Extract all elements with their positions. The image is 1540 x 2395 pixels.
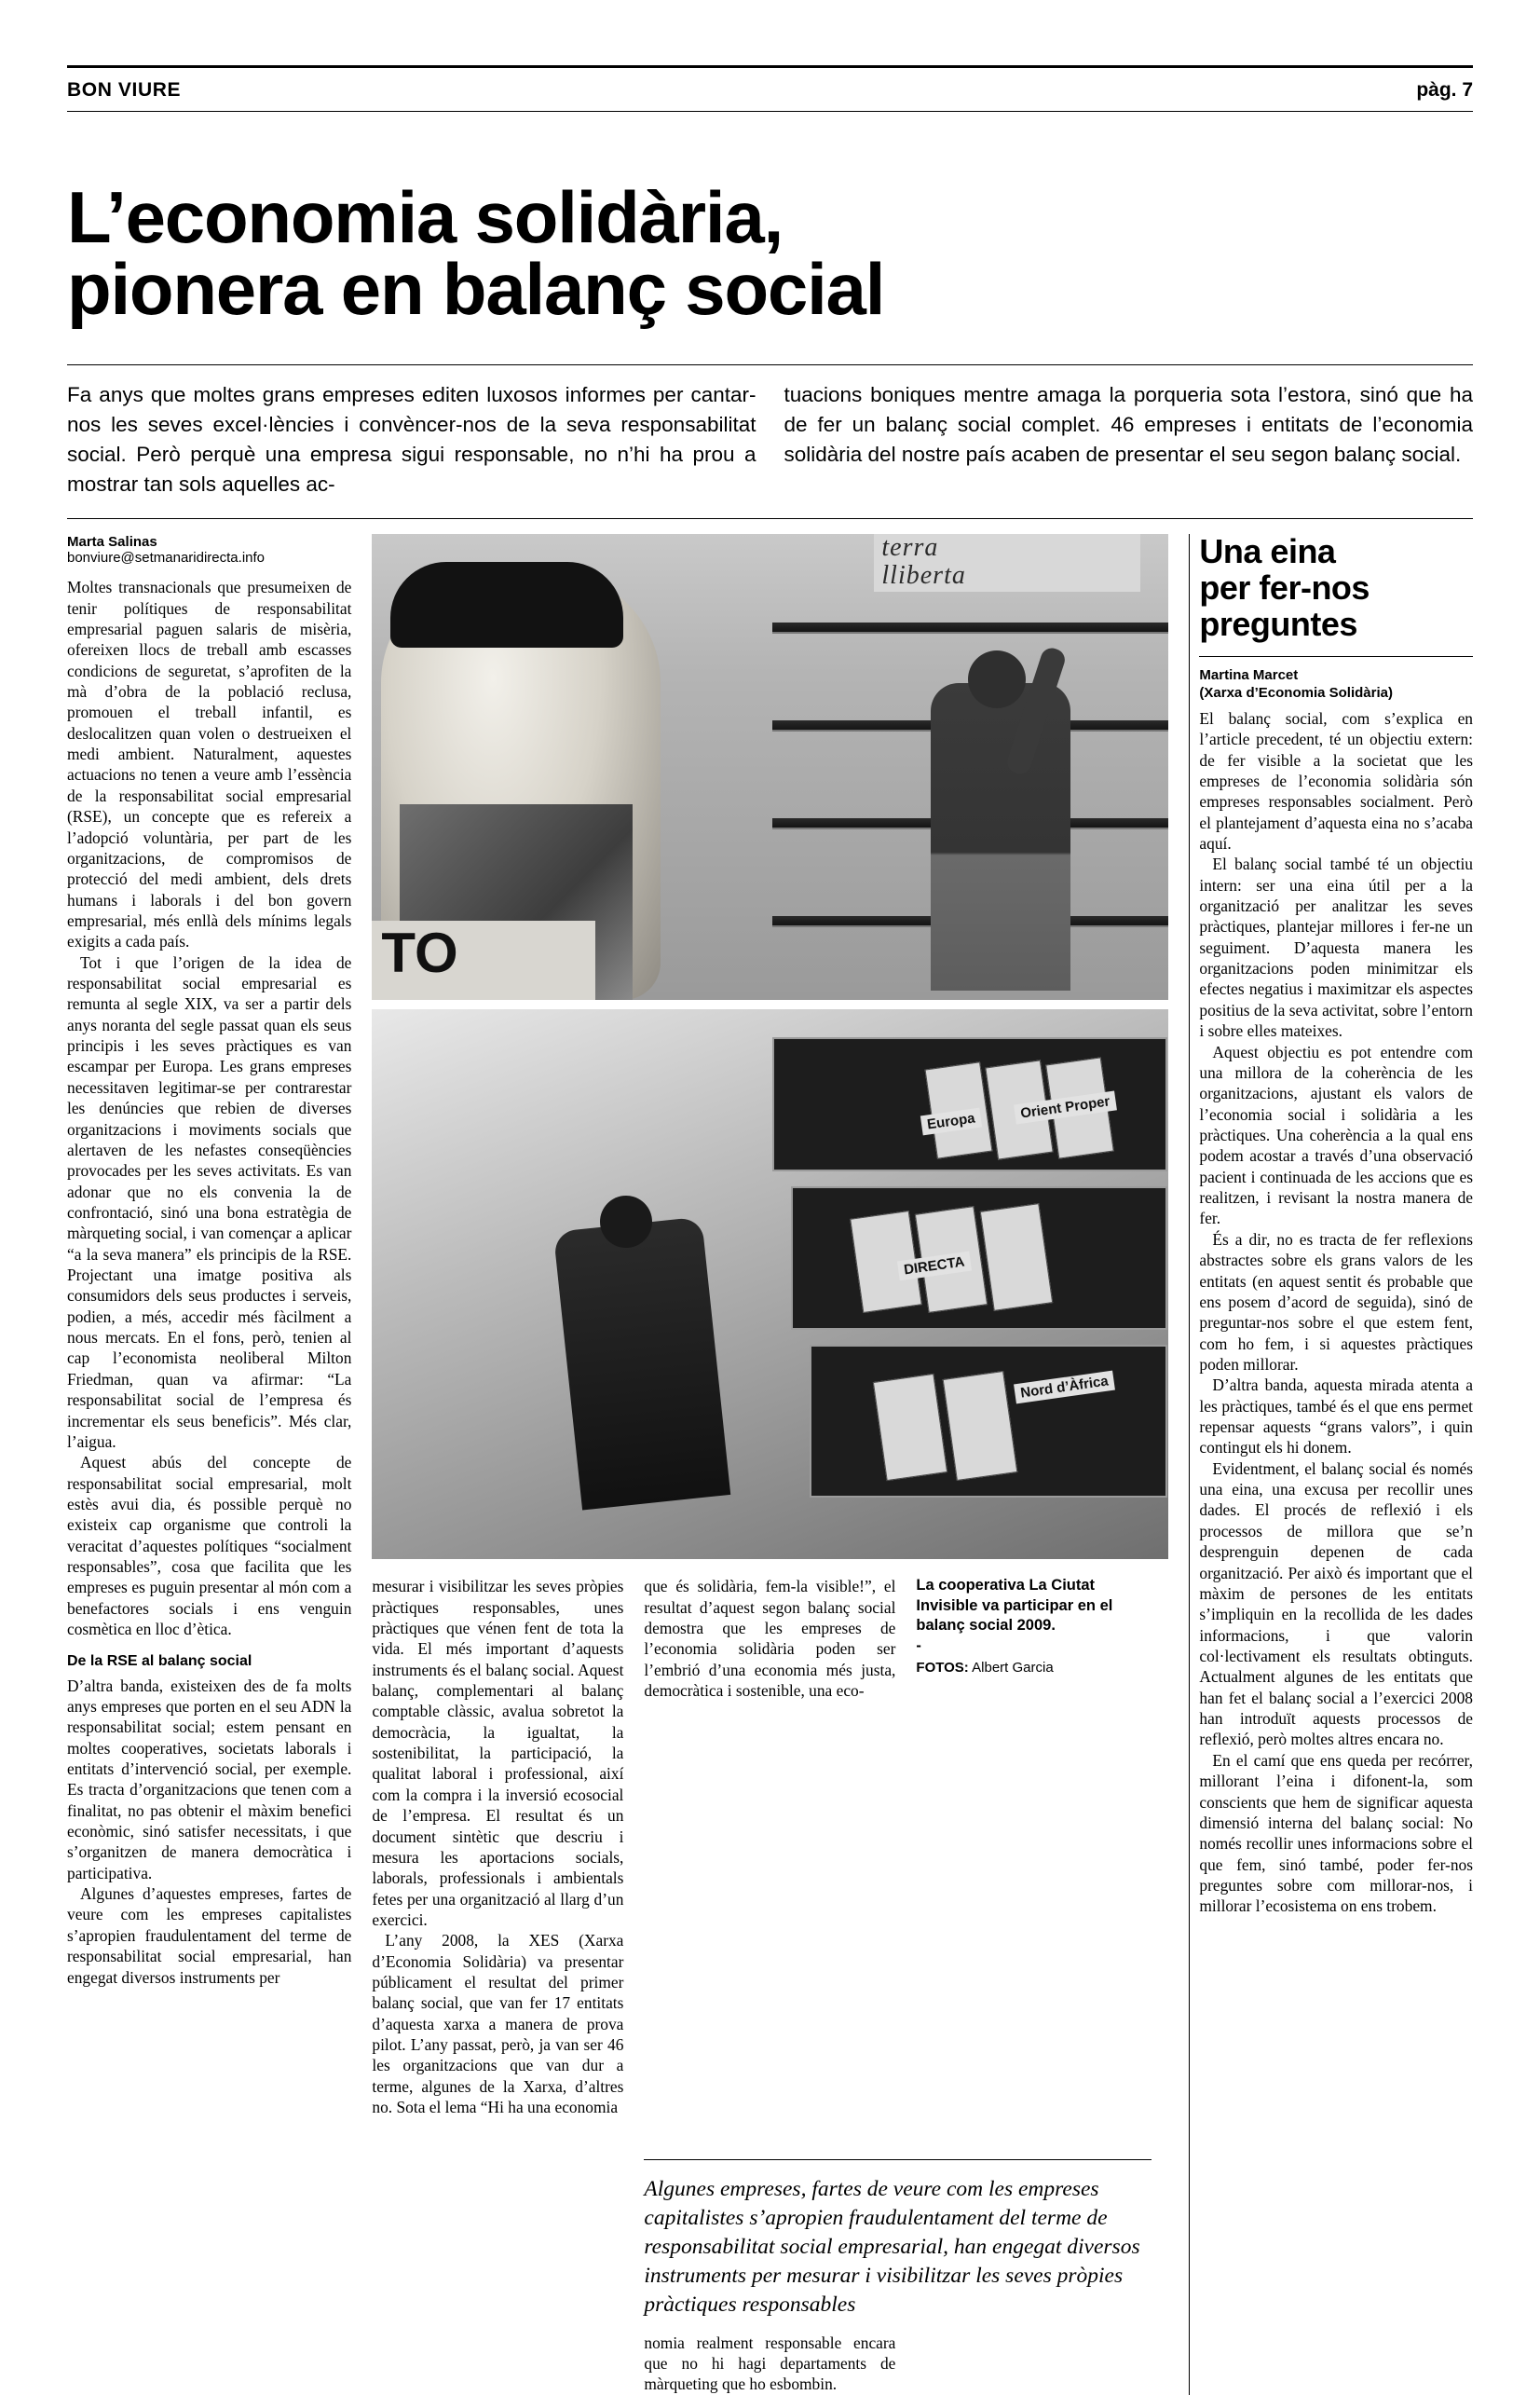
column-middle-b: [644, 1576, 895, 2117]
sidebar-title-line-2: per fer-nos: [1199, 568, 1370, 608]
photo-bookshelves: [372, 1009, 1168, 1559]
photo-credit-label: FOTOS:: [916, 1659, 969, 1676]
tail-row: [372, 2333, 1168, 2395]
spacer-column: [372, 2333, 623, 2395]
headline-line-2: pionera en balanç social: [67, 248, 885, 331]
sidebar-paragraph: El balanç social, com s’explica en l’article precedent, té un objectiu extern: de fer visible a la societat que les empreses de l’economia solidària són empreses responsables socialment. Però el plantejament d’aquesta eina no s’acaba aquí.: [1199, 708, 1473, 853]
sidebar-paragraph: El balanç social també té un objectiu intern: ser una eina útil per a la organització per analitzar les seves pràctiques, plantejar millores i fer-ne un seguiment. D’aquesta manera les organitzacions poden minimitzar els efectes negatius i maximitzar els aspectes positius de la seva activitat, sobre l’entorn i sobre elles mateixes.: [1199, 855, 1473, 1041]
sidebar-title-line-1: Una eina: [1199, 532, 1336, 571]
main-grid: [67, 534, 1473, 2395]
photo-bookshop-interior: [372, 534, 1168, 1000]
sidebar-title-line-3: preguntes: [1199, 604, 1357, 643]
shelf-label: DIRECTA: [897, 1252, 972, 1281]
shelf-line: [772, 623, 1168, 632]
shelf-label: Nord d’Àfrica: [1014, 1371, 1115, 1404]
article-paragraph: D’altra banda, existeixen des de fa molts anys empreses que porten en el seu ADN la responsabilitat social; estem pensant en moltes cooperatives, societats laborals i entitats d’intervenció social, per exemple. Es tracta d’organitzacions que tenen com a finalitat, no pas obtenir el màxim benefici econòmic, sinó satisfer necessitats, i que s’organitzen de manera democràtica i participativa.: [67, 1676, 352, 1882]
article-paragraph: nomia realment responsable encara que no hi hagi departaments de màrqueting que ho esbombin.: [644, 2333, 896, 2394]
article-paragraph: que és solidària, fem-la visible!”, el resultat d’aquest segon balanç social demostra que les empreses de l’economia solidària poden ser l’embrió d’una economia més justa, democràtica i sostenible, una eco-: [644, 1577, 896, 1700]
column-middle-a: [372, 1576, 623, 2117]
photo-credit: [916, 1660, 1153, 1676]
shop-sign-line-2: lliberta: [881, 561, 966, 591]
headline-line-1: L’economia solidària,: [67, 176, 784, 258]
article-paragraph: Moltes transnacionals que presumeixen de tenir polítiques de responsabilitat empresarial paguen salaris de misèria, ofereixen llocs de treball amb escasses condicions de seguretat, s’aprofiten de la mà d’obra de la població reclusa, promouen el treball infantil, es deslocalitzen quan volen o destrueixen el medi ambient. Naturalment, aquestes actuacions no tenen a veure amb l’essència de la responsabilitat social empresarial (RSE), un concepte que es refereix a l’adopció voluntària, per part de les organitzacions, de compromisos de protecció del medi ambient, dels drets humans i laborals i del bon govern empresarial, més enllà dels mínims legals exigits a cada país.: [67, 578, 352, 951]
tshirt-text: TO: [372, 921, 595, 1000]
column-tail: [644, 2333, 895, 2395]
sidebar-affiliation: (Xarxa d’Economia Solidària): [1199, 685, 1393, 702]
article-paragraph: mesurar i visibilitzar les seves pròpies pràctiques responsables, unes pràctiques que vénen fent de tota la vida. El més important d’aquests instruments és el balanç social. Aquest balanç, complementari al balanç comptable clàssic, avalua sobretot la democràcia, la igualtat, la sostenibilitat, la participació, la qualitat laboral i professional, així com la compra i la inversió ecosocial de l’empresa. El resultat és un document sintètic que descriu i mesura les aportacions socials, laborals, professionals i ambientals fetes per una organització al llarg d’un exercici.: [372, 1577, 624, 1929]
publication-name: BON VIURE: [67, 79, 182, 101]
photo-caption-block: [916, 1576, 1153, 2117]
pullquote: Algunes empreses, fartes de veure com les empreses capitalistes s’apropien fraudulentament del terme de responsabilitat social empresarial, han engegat diversos instruments per mesurar i visibilitzar les seves pròpies pràctiques responsables: [644, 2159, 1152, 2320]
mannequin-hat: [390, 562, 623, 648]
spacer-column: [916, 2333, 1153, 2395]
person-browsing: [553, 1217, 730, 1511]
column-left: [67, 534, 351, 2395]
article-paragraph: Algunes d’aquestes empreses, fartes de veure com les empreses capitalistes s’apropien fraudulentament del terme de responsabilitat social empresarial, han engegat diversos instruments per: [67, 1884, 352, 1987]
sidebar-paragraph: Aquest objectiu es pot entendre com una millora de la coherència de les organitzacions, ajustant els valors de l’economia social i solidària a les pràctiques. Una coherència a la qual ens podem acostar a través d’una observació pacient i continuada de les accions que es realitzen, i revisant la nostra manera de fer.: [1199, 1042, 1473, 1228]
sidebar-column: [1189, 534, 1473, 2395]
sidebar-divider: [1199, 656, 1473, 657]
article-paragraph: L’any 2008, la XES (Xarxa d’Economia Solidària) va presentar públicament el resultat del primer balanç social, que van fer 17 entitats d’aquesta xarxa a manera de prova pilot. L’any passat, però, ja van ser 46 les organitzacions que van dur a terme, algunes de la Xarxa, d’altres no. Sota el lema “Hi ha una economia: [372, 1931, 624, 2117]
pullquote-row: [372, 2131, 1168, 2320]
page-title: [67, 176, 1473, 364]
sidebar-paragraph: Evidentment, el balanç social és només una eina, una excusa per recollir unes dades. El procés de reflexió i els processos de millora que se’n desprenguin depenen de cada organització. Per això és important que el màxim de persones de les entitats s’impliquin en la recollida de les dades informacions, i que valorin col·lectivament els resultats obtinguts. Actualment algunes de les entitats que han fet el balanç social a l’exercici 2008 han introduït aquests processos de reflexió, però moltes altres encara no.: [1199, 1458, 1473, 1749]
sidebar-paragraph: És a dir, no es tracta de fer reflexions abstractes sobre els grans valors de les entitats (en aquest sentit és probable que ens posem d’acord de seguida), sinó de preguntar-nos sobre el que estem fent, com ho fem, i si aquestes pràctiques poden millorar.: [1199, 1229, 1473, 1374]
sidebar-paragraph: En el camí que ens queda per recórrer, millorant l’eina i difonent-la, som conscients que hem de significar aquesta dimensió interna del balanç social: No només recollir unes informacions sobre el que fem, sinó també, poder fer-nos preguntes sobre com millorar-nos, i millorar l’ecosistema on ens trobem.: [1199, 1750, 1473, 1916]
pullquote-wrap: [644, 2131, 1152, 2320]
middle-lower-columns: [372, 1576, 1168, 2117]
headline-divider: [67, 364, 1473, 365]
person-standing: [931, 683, 1070, 991]
lead-left: Fa anys que moltes grans empreses editen luxosos informes per cantar-nos les seves excel·lències i convèncer-nos de la seva responsabilitat social. Però perquè una empresa sigui responsable, no n’hi ha prou a mostrar tan sols aquelles ac-: [67, 383, 756, 497]
page-number: pàg. 7: [1416, 79, 1473, 101]
sidebar-author: Martina Marcet: [1199, 666, 1299, 683]
lead-paragraph: [67, 380, 1473, 519]
sidebar-paragraph: D’altra banda, aquesta mirada atenta a les pràctiques, també és el que ens permet repensar aquests “grans valors”, i quin contingut els hi donem.: [1199, 1375, 1473, 1458]
spacer-column: [372, 2131, 623, 2320]
sidebar-byline: [1199, 666, 1473, 703]
photo-credit-name: Albert Garcia: [972, 1659, 1054, 1676]
shelf-label: Europa: [920, 1108, 982, 1136]
article-subheading: De la RSE al balanç social: [67, 1652, 252, 1669]
photo-caption: La cooperativa La Ciutat Invisible va participar en el balanç social 2009.: [916, 1577, 1113, 1635]
masthead: [67, 65, 1473, 112]
byline-email: bonviure@setmanaridirecta.info: [67, 550, 265, 567]
caption-dash: -: [916, 1636, 921, 1654]
column-middle: [372, 534, 1168, 2395]
shop-sign-line-1: terra: [881, 534, 939, 563]
lead-right: tuacions boniques mentre amaga la porqueria sota l’estora, sinó que ha de fer un balanç social complet. 46 empreses i entitats de l’economia solidària del nostre país acaben de presentar el seu segon balanç social.: [784, 383, 1473, 467]
shop-sign: [874, 534, 1140, 592]
page-content: [67, 65, 1473, 2395]
byline-author: Marta Salinas: [67, 534, 157, 551]
article-paragraph: Tot i que l’origen de la idea de responsabilitat social empresarial es remunta al segle XIX, va ser a partir dels anys noranta del segle passat quan els seus principis i les seves pràctiques es van escampar per Europa. Les grans empreses necessitaven legitimar-se per contrarestar les denúncies que rebien de diverses organitzacions i moviments socials que alertaven de les nefastes conseqüències provocades per les seves activitats. Es van adonar que no els convenia la de confrontació, sinó una bona estratègia de màrqueting social, i van començar a aplicar “a la seva manera” els principis de la RSE. Projectant una imatge positiva als consumidors dels seus productes i serveis, podien, a més, accedir més fàcilment a nous mercats. En el fons, però, tenien al cap l’economista neoliberal Milton Friedman, quan va afirmar: “La responsabilitat social de l’empresa és incrementar els seus beneficis”. Més clar, l’aigua.: [67, 952, 352, 1451]
shelf-label: Orient Proper: [1014, 1091, 1117, 1125]
article-paragraph: Aquest abús del concepte de responsabilitat social empresarial, molt estès avui dia, és possible perquè no existeix cap organisme que controli la veracitat d’aquestes polítiques “socialment responsables”, cosa que facilita que les empreses es puguin presentar al món com a benefactores socials i ens venguin cosmètica en lloc d’ètica.: [67, 1453, 352, 1639]
sidebar-title: [1199, 534, 1473, 643]
